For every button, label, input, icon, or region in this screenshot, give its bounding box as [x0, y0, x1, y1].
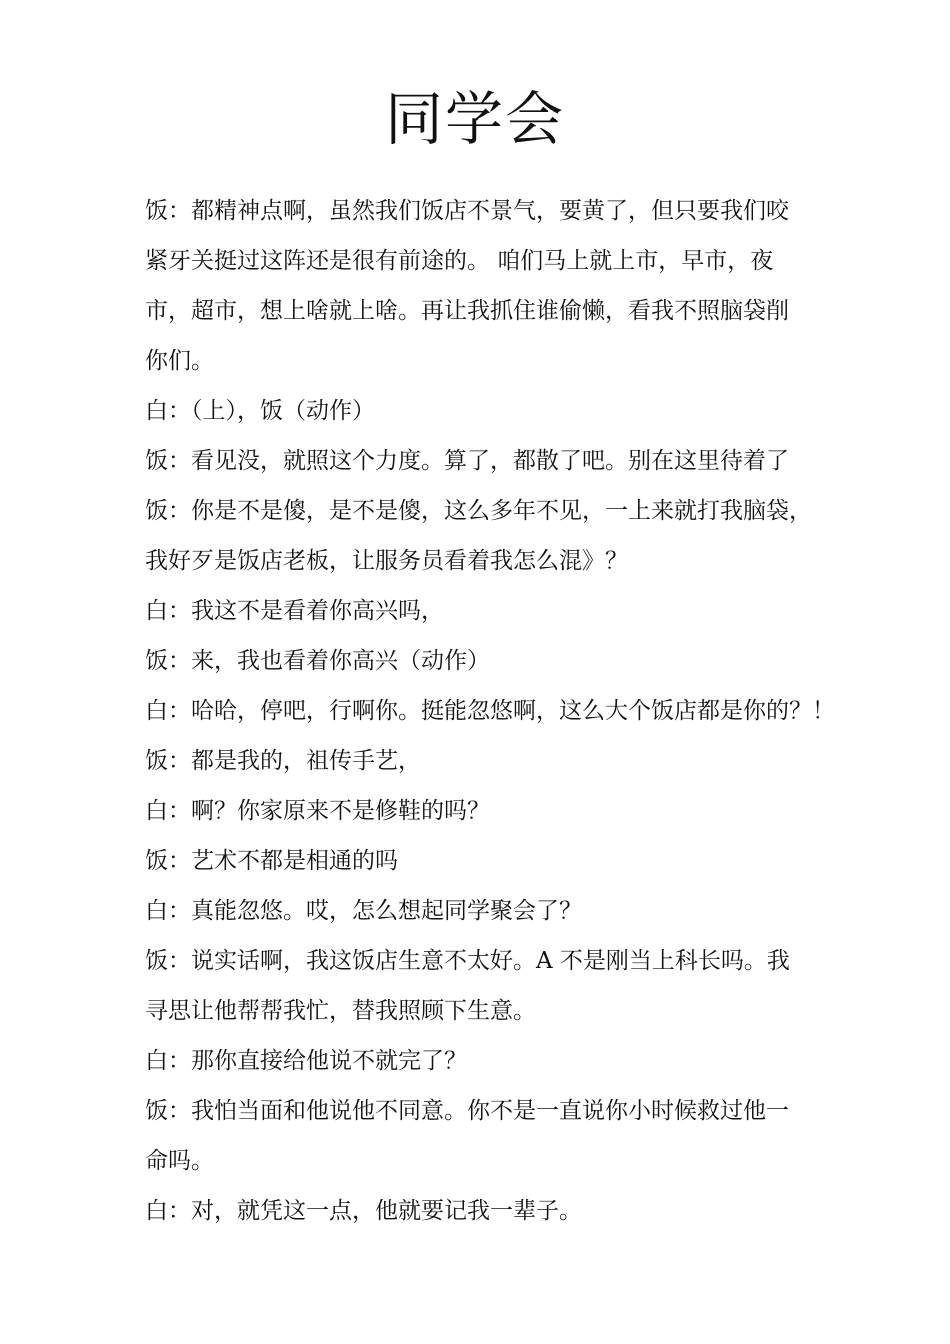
text-line: 白：（上），饭（动作） [145, 398, 375, 424]
text-line: 你们。 [145, 348, 214, 374]
text-line: 饭：我怕当面和他说他不同意。你不是一直说你小时候救过他一 [145, 1098, 789, 1124]
document-title: 同学会 [384, 85, 565, 153]
text-line: 白：啊？你家原来不是修鞋的吗？ [145, 798, 490, 824]
text-line: 饭：来，我也看着你高兴（动作） [145, 648, 490, 674]
document-body [145, 186, 835, 1236]
text-line: 紧牙关挺过这阵还是很有前途的。 咱们马上就上市，早市，夜 [145, 248, 774, 274]
text-line: 我好歹是饭店老板，让服务员看着我怎么混》？ [145, 548, 628, 574]
text-line: 市，超市，想上啥就上啥。再让我抓住谁偷懒，看我不照脑袋削 [145, 298, 789, 324]
text-line: 饭：艺术不都是相通的吗 [145, 848, 398, 874]
text-line: 饭：都是我的，祖传手艺， [145, 748, 421, 774]
text-line: 饭：看见没，就照这个力度。算了，都散了吧。别在这里待着了 [145, 448, 789, 474]
text-line: 饭：说实话啊，我这饭店生意不太好。A 不是刚当上科长吗。我 [145, 948, 790, 974]
text-line: 白：对，就凭这一点，他就要记我一辈子。 [145, 1198, 582, 1224]
text-line: 白：那你直接给他说不就完了？ [145, 1048, 467, 1074]
text-line: 白：我这不是看着你高兴吗， [145, 598, 444, 624]
text-line: 饭：都精神点啊，虽然我们饭店不景气，要黄了，但只要我们咬 [145, 198, 789, 224]
text-line: 白：真能忽悠。哎，怎么想起同学聚会了？ [145, 898, 582, 924]
text-line: 饭：你是不是傻，是不是傻，这么多年不见，一上来就打我脑袋， [145, 498, 812, 524]
text-line: 命吗。 [145, 1148, 214, 1174]
text-line: 寻思让他帮帮我忙，替我照顾下生意。 [145, 998, 536, 1024]
text-line: 白：哈哈，停吧，行啊你。挺能忽悠啊，这么大个饭店都是你的？！ [145, 698, 835, 724]
